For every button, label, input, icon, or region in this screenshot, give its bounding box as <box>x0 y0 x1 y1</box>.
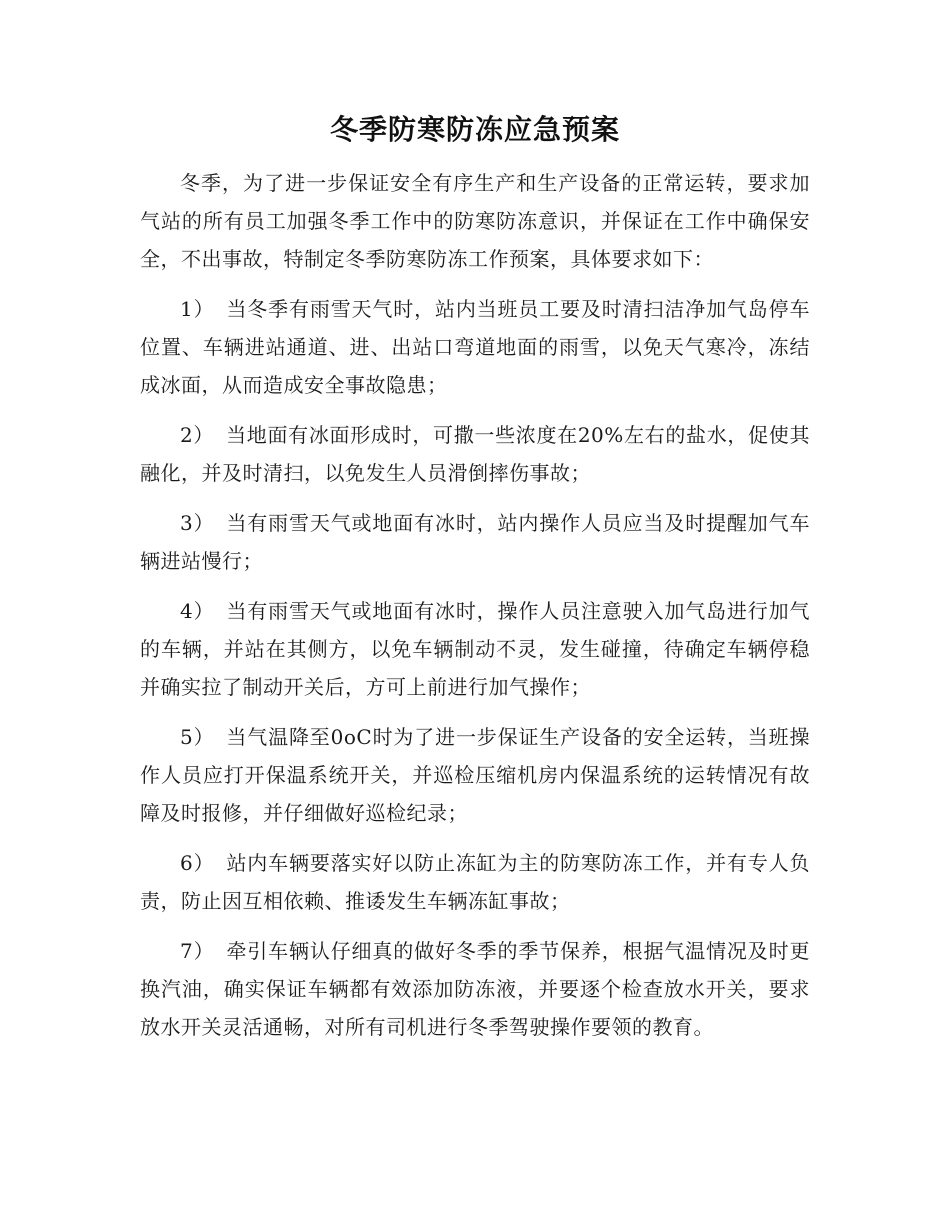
item-number: 4） <box>180 599 215 623</box>
item-number: 5） <box>180 725 215 749</box>
list-item <box>140 290 810 404</box>
item-number: 6） <box>180 851 215 875</box>
list-item <box>140 718 810 832</box>
list-item <box>140 416 810 492</box>
intro-paragraph: 冬季，为了进一步保证安全有序生产和生产设备的正常运转，要求加气站的所有员工加强冬季工作中的防寒防冻意识，并保证在工作中确保安全，不出事故，特制定冬季防寒防冻工作预案，具体要求如下： <box>140 171 810 271</box>
item-number: 1） <box>180 297 215 321</box>
list-item <box>140 844 810 920</box>
document-body <box>140 164 810 1058</box>
item-number: 2） <box>180 423 215 447</box>
item-text: 站内车辆要落实好以防止冻缸为主的防寒防冻工作，并有专人负责，防止因互相依赖、推诿发生车辆冻缸事故； <box>140 851 810 913</box>
item-text: 牵引车辆认仔细真的做好冬季的季节保养，根据气温情况及时更换汽油，确实保证车辆都有效添加防冻液，并要逐个检查放水开关，要求放水开关灵活通畅，对所有司机进行冬季驾驶操作要领的教育。 <box>140 939 810 1039</box>
list-item <box>140 504 810 580</box>
item-text: 当地面有冰面形成时，可撒一些浓度在20%左右的盐水，促使其融化，并及时清扫，以免发生人员滑倒摔伤事故； <box>140 423 810 485</box>
document-title: 冬季防寒防冻应急预案 <box>329 113 620 146</box>
item-number: 7） <box>180 939 215 963</box>
item-text: 当有雨雪天气或地面有冰时，站内操作人员应当及时提醒加气车辆进站慢行； <box>140 511 810 573</box>
item-text: 当有雨雪天气或地面有冰时，操作人员注意驶入加气岛进行加气的车辆，并站在其侧方，以免车辆制动不灵，发生碰撞，待确定车辆停稳并确实拉了制动开关后，方可上前进行加气操作； <box>140 599 810 699</box>
item-text: 当冬季有雨雪天气时，站内当班员工要及时清扫洁净加气岛停车位置、车辆进站通道、进、出站口弯道地面的雨雪，以免天气寒冷，冻结成冰面，从而造成安全事故隐患； <box>140 297 810 397</box>
item-number: 3） <box>180 511 215 535</box>
list-item <box>140 932 810 1046</box>
list-item <box>140 592 810 706</box>
item-text: 当气温降至0oC时为了进一步保证生产设备的安全运转，当班操作人员应打开保温系统开关，并巡检压缩机房内保温系统的运转情况有故障及时报修，并仔细做好巡检纪录； <box>140 725 810 825</box>
